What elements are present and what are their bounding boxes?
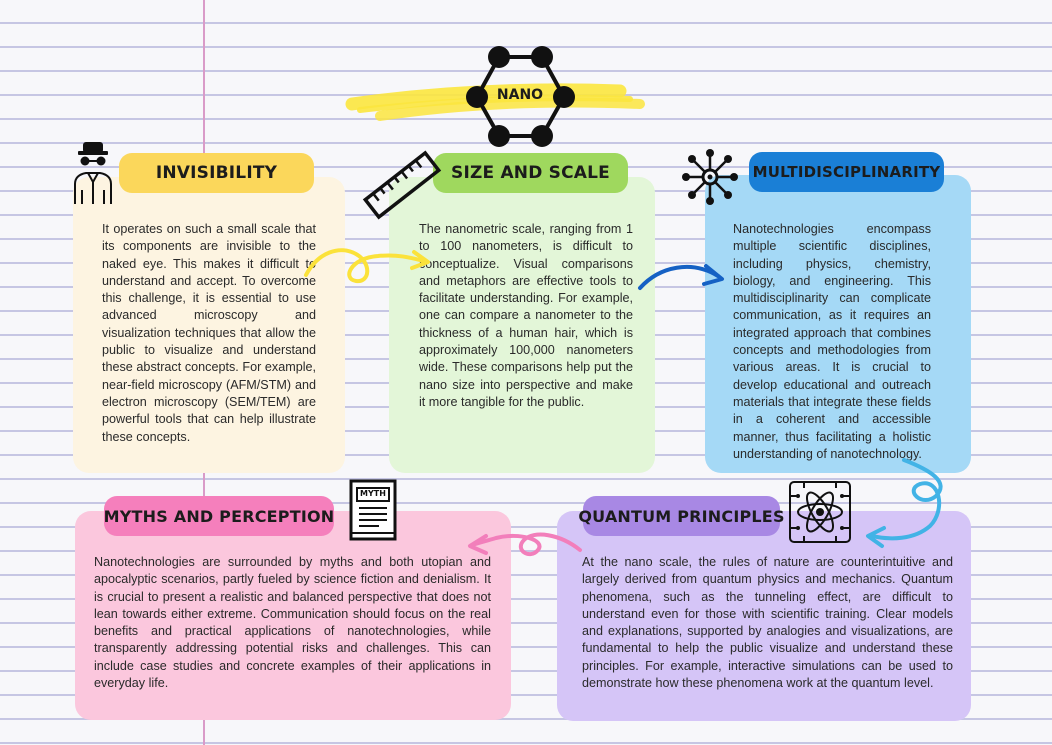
myths-and-perception-body: Nanotechnologies are surrounded by myths and both utopian and apocalyptic scenarios, partly fueled by science fiction and denialism. It is crucial to present a realistic and balanced perspective that does not lean towards either extreme. Communication should focus on the real benefits and practical applications of nanotechnologies, while transparently addressing potential risks and challenges. This can include case studies and concrete examples of their applications in everyday life. [94, 555, 491, 691]
size-and-scale-body: The nanometric scale, ranging from 1 to 100 nanometers, is difficult to conceptualize. Visual comparisons and metaphors are effective tools to facilitate understanding. For example, one can compare a nanometer to the thickness of a human hair, which is approximately 100,000 nanometers wide. These comparisons help put the nano size into perspective and make it more tangible for the public. [419, 222, 633, 409]
myth-book-label: MYTH [360, 489, 386, 498]
multidisciplinarity-title: MULTIDISCIPLINARITY [749, 152, 944, 192]
quantum-principles-body: At the nano scale, the rules of nature are counterintuitive and largely derived from quantum physics and mechanics. Quantum phenomena, such as the tunneling effect, are difficult to understand even for those with scientific training. Clear models and explanations, supported by analogies and visualizations, are fundamental to help the public visualize and understand these principles. For example, interactive simulations can be used to demonstrate how these phenomena work at the quantum level. [582, 555, 953, 691]
multidisciplinarity-body: Nanotechnologies encompass multiple scientific disciplines, including physics, chemistry, biology, and engineering. This multidisciplinarity can complicate communication, as it requires an integrated approach that combines concepts and methodologies from various areas. It is crucial to develop educational and outreach materials that integrate these fields in a coherent and accessible manner, thus facilitating a holistic understanding of nanotechnology. [733, 222, 931, 461]
quantum-principles-title: QUANTUM PRINCIPLES [583, 496, 780, 536]
center-label: NANO [496, 87, 544, 103]
invisibility-body: It operates on such a small scale that its components are invisible to the naked eye. This makes it difficult to understand and accept. To overcome this challenge, it is essential to use advanced microscopy and visualization techniques that allow the public to visualize and understand these abstract concepts. For example, near-field microscopy (AFM/STM) and electron microscopy (SEM/TEM) are powerful tools that can help illustrate these concepts. [102, 222, 316, 444]
invisibility-title: INVISIBILITY [119, 153, 314, 193]
size-and-scale-title: SIZE AND SCALE [433, 153, 628, 193]
myths-and-perception-title: MYTHS AND PERCEPTION [104, 496, 334, 536]
